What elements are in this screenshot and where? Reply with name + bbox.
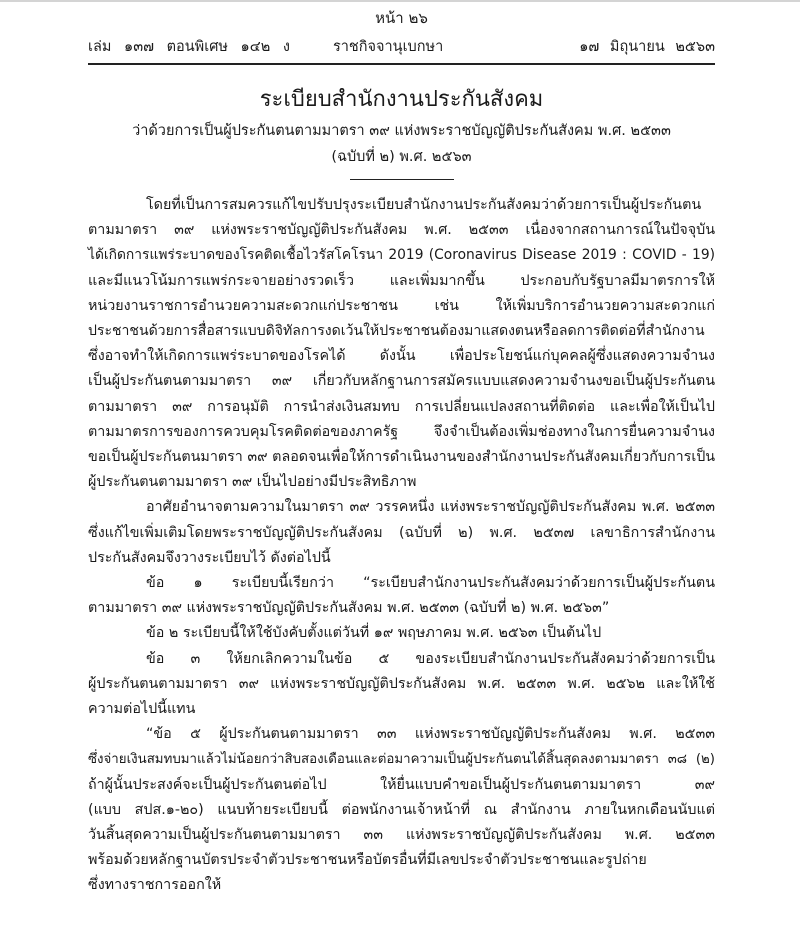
text-line: ขอเป็นผู้ประกันตนมาตรา ๓๙ ตลอดจนเพื่อให้การดำเนินงานของสำนักงานประกันสังคมเกี่ยวกับการเป็น	[88, 449, 716, 466]
text-line: วันสิ้นสุดความเป็นผู้ประกันตนตามมาตรา ๓๓ แห่งพระราชบัญญัติประกันสังคม พ.ศ. ๒๕๓๓	[88, 827, 715, 844]
document-title: ระเบียบสำนักงานประกันสังคม	[259, 87, 544, 112]
document-edition: (ฉบับที่ ๒) พ.ศ. ๒๕๖๓	[331, 149, 472, 165]
publication-date: ๑๗ มิถุนายน ๒๕๖๓	[579, 39, 715, 55]
window-top-border	[0, 0, 800, 2]
clause-3	[88, 647, 715, 723]
text-line: “ข้อ ๕ ผู้ประกันตนตามมาตรา ๓๓ แห่งพระราชบัญญัติประกันสังคม พ.ศ. ๒๕๓๓	[146, 726, 715, 743]
text-line: ตามมาตรา ๓๙ การอนุมัติ การนำส่งเงินสมทบ การเปลี่ยนแปลงสถานที่ติดต่อ และเพื่อให้เป็นไป	[88, 398, 715, 415]
text-line: ความต่อไปนี้แทน	[88, 701, 196, 718]
text-line: ข้อ ๒ ระเบียบนี้ให้ใช้บังคับตั้งแต่วันที่ ๑๙ พฤษภาคม พ.ศ. ๒๕๖๓ เป็นต้นไป	[146, 625, 602, 642]
gazette-header	[88, 36, 715, 58]
text-line: ข้อ ๓ ให้ยกเลิกความในข้อ ๕ ของระเบียบสำนักงานประกันสังคมว่าด้วยการเป็น	[146, 650, 715, 667]
amended-clause-5	[88, 722, 715, 898]
text-line: ซึ่งแก้ไขเพิ่มเติมโดยพระราชบัญญัติประกันสังคม (ฉบับที่ ๒) พ.ศ. ๒๕๓๗ เลขาธิการสำนักงาน	[88, 524, 715, 541]
text-line: ตามมาตรา ๓๙ แห่งพระราชบัญญัติประกันสังคม พ.ศ. ๒๕๓๓ เนื่องจากสถานการณ์ในปัจจุบัน	[88, 222, 715, 239]
text-line: ถ้าผู้นั้นประสงค์จะเป็นผู้ประกันตนต่อไป ให้ยื่นแบบคำขอเป็นผู้ประกันตนตามมาตรา ๓๙	[88, 776, 715, 793]
text-line: ผู้ประกันตนตามมาตรา ๓๙ เป็นไปอย่างมีประสิทธิภาพ	[88, 474, 417, 491]
text-line: ได้เกิดการแพร่ระบาดของโรคติดเชื้อไวรัสโคโรนา 2019 (Coronavirus Disease 2019 : COVID - 19)	[88, 247, 715, 264]
title-divider	[350, 179, 454, 180]
publication-name: ราชกิจจานุเบกษา	[333, 39, 444, 55]
authority-paragraph	[88, 495, 715, 571]
text-line: ตามมาตรา ๓๙ แห่งพระราชบัญญัติประกันสังคม พ.ศ. ๒๕๓๓ (ฉบับที่ ๒) พ.ศ. ๒๕๖๓”	[88, 600, 610, 617]
text-line: อาศัยอำนาจตามความในมาตรา ๓๙ วรรคหนึ่ง แห่งพระราชบัญญัติประกันสังคม พ.ศ. ๒๕๓๓	[146, 499, 715, 516]
text-line: พร้อมด้วยหลักฐานบัตรประจำตัวประชาชนหรือบัตรอื่นที่มีเลขประจำตัวประชาชนและรูปถ่าย	[88, 852, 647, 869]
text-line: ซึ่งอาจทำให้เกิดการแพร่ระบาดของโรคได้ ดังนั้น เพื่อประโยชน์แก่บุคคลผู้ซึ่งแสดงความจำนง	[88, 348, 715, 365]
header-divider	[88, 63, 715, 65]
text-line: เป็นผู้ประกันตนตามมาตรา ๓๙ เกี่ยวกับหลักฐานการสมัครแบบแสดงความจำนงขอเป็นผู้ประกันตน	[88, 373, 715, 390]
text-line: ตามมาตรการของการควบคุมโรคติดต่อของภาครัฐ จึงจำเป็นต้องเพิ่มช่องทางในการยื่นความจำนง	[88, 423, 715, 440]
clause-1	[88, 571, 715, 621]
document-subtitle: ว่าด้วยการเป็นผู้ประกันตนตามมาตรา ๓๙ แห่งพระราชบัญญัติประกันสังคม พ.ศ. ๒๕๓๓	[132, 123, 671, 139]
preamble-paragraph	[88, 193, 715, 495]
text-line: ข้อ ๑ ระเบียบนี้เรียกว่า “ระเบียบสำนักงานประกันสังคมว่าด้วยการเป็นผู้ประกันตน	[146, 575, 715, 592]
text-line: ประชาชนด้วยการสื่อสารแบบดิจิทัลการงดเว้นให้ประชาชนต้องมาแสดงตนหรือลดการติดต่อที่สำนักงาน	[88, 323, 705, 340]
text-line: โดยที่เป็นการสมควรแก้ไขปรับปรุงระเบียบสำนักงานประกันสังคมว่าด้วยการเป็นผู้ประกันตน	[146, 197, 702, 213]
text-line: และมีแนวโน้มการแพร่กระจายอย่างรวดเร็ว และเพิ่มมากขึ้น ประกอบกับรัฐบาลมีมาตรการให้	[88, 272, 715, 289]
document-body	[88, 193, 715, 899]
volume-issue: เล่ม ๑๓๗ ตอนพิเศษ ๑๔๒ ง	[88, 39, 290, 55]
text-line: หน่วยงานราชการอำนวยความสะดวกแก่ประชาชน เช่น ให้เพิ่มบริการอำนวยความสะดวกแก่	[88, 297, 715, 314]
text-line: ผู้ประกันตนตามมาตรา ๓๙ แห่งพระราชบัญญัติประกันสังคม พ.ศ. ๒๕๓๓ พ.ศ. ๒๕๖๒ และให้ใช้	[88, 675, 715, 692]
text-line: ซึ่งจ่ายเงินสมทบมาแล้วไม่น้อยกว่าสิบสองเดือนและต่อมาความเป็นผู้ประกันตนได้สิ้นสุดลงตามมาตรา ๓๘ (๒)	[88, 752, 715, 768]
text-line: (แบบ สปส.๑-๒๐) แนบท้ายระเบียบนี้ ต่อพนักงานเจ้าหน้าที่ ณ สำนักงาน ภายในหกเดือนนับแต่	[88, 801, 715, 818]
page-number: หน้า ๒๖	[375, 9, 428, 27]
text-line: ซึ่งทางราชการออกให้	[88, 877, 222, 894]
text-line: ประกันสังคมจึงวางระเบียบไว้ ดังต่อไปนี้	[88, 549, 331, 566]
clause-2	[88, 621, 715, 646]
